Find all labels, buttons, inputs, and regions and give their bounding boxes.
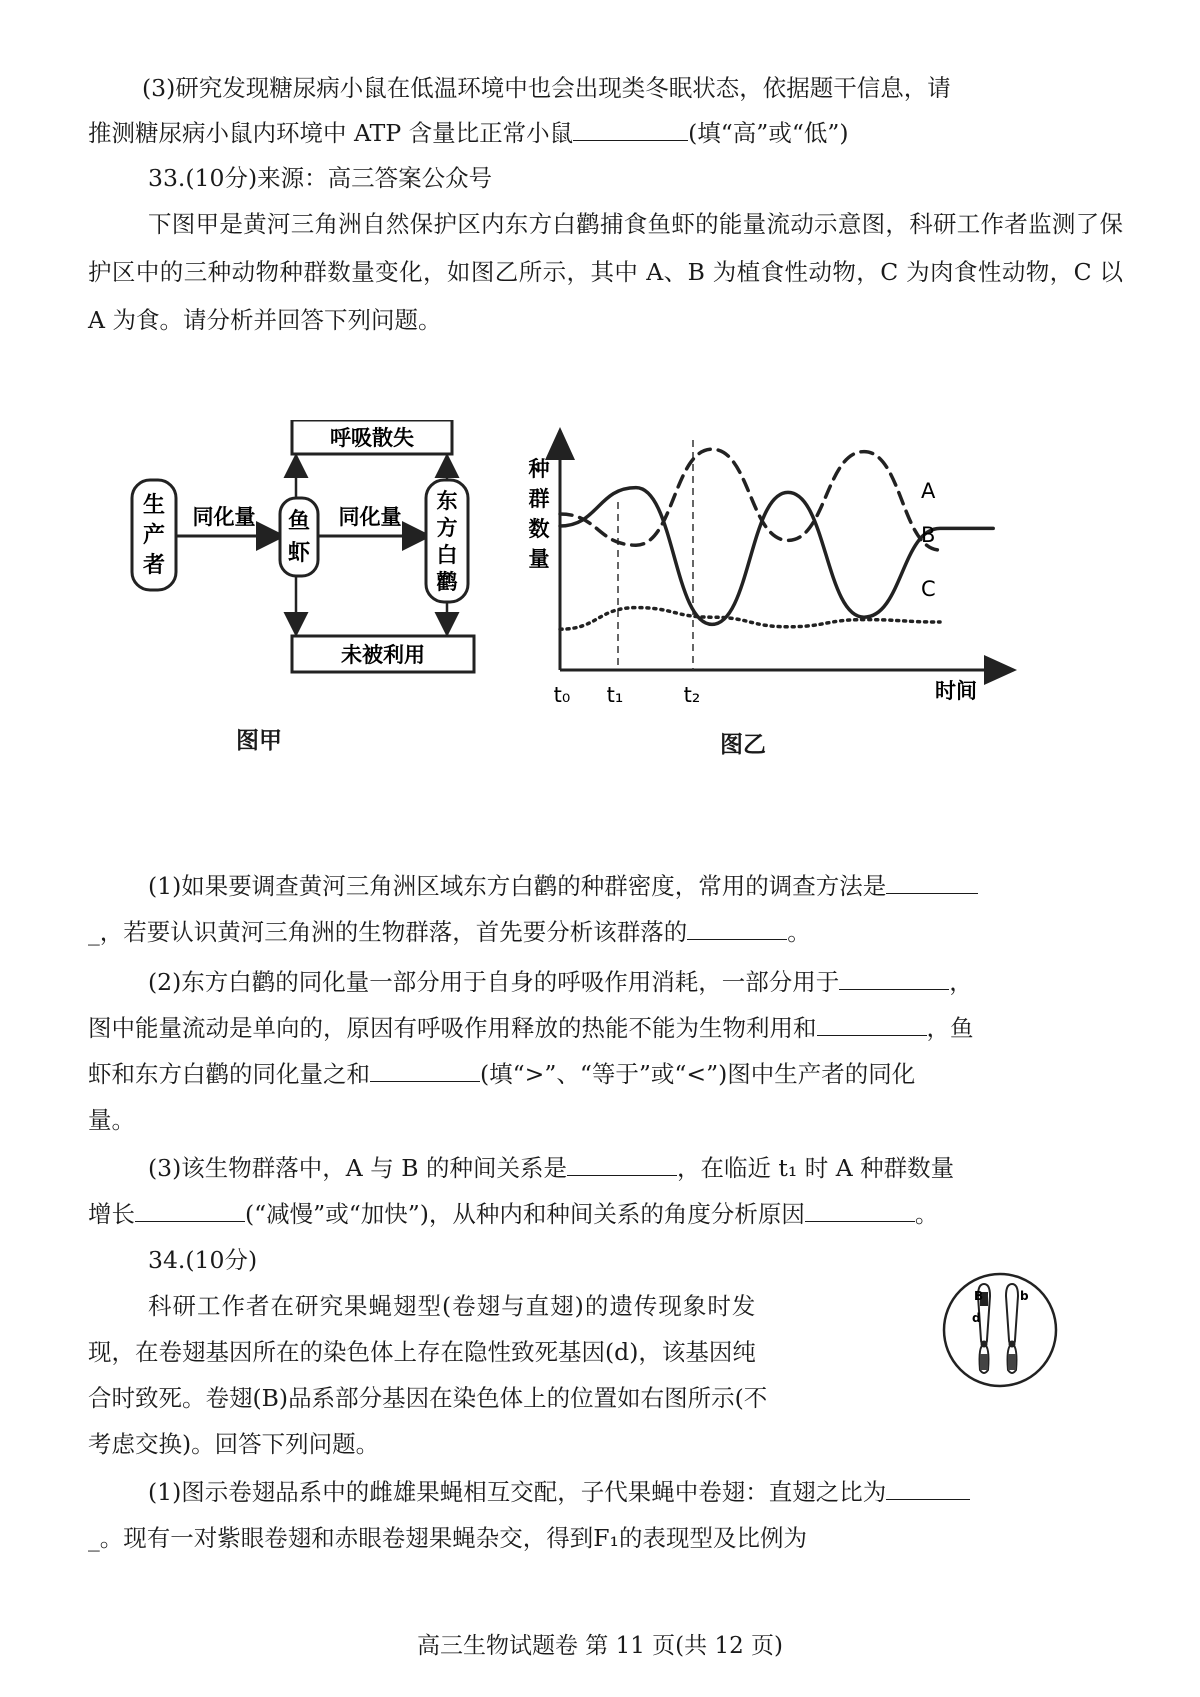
series-label-c: C [921, 577, 936, 601]
page-footer: 高三生物试题卷 第 11 页(共 12 页) [416, 1633, 784, 1659]
gene-label-b-lower: b [1020, 1289, 1029, 1303]
stork-label-4: 鹳 [436, 570, 458, 594]
series-label-a: A [921, 479, 936, 503]
answer-blank[interactable] [370, 1059, 480, 1082]
q33-p2-line4: 量。 [88, 1106, 135, 1134]
figure-yi-caption: 图乙 [720, 732, 766, 758]
answer-blank[interactable] [817, 1013, 927, 1036]
fish-label-2: 虾 [287, 541, 311, 566]
producer-label-1: 生 [142, 493, 166, 518]
left-lower-band [980, 1354, 988, 1370]
q34-intro-line2: 现，在卷翅基因所在的染色体上存在隐性致死基因(d)，该基因纯 [88, 1338, 756, 1366]
answer-blank[interactable] [886, 871, 978, 894]
q33-p1-line2: _，若要认识黄河三角洲的生物群落，首先要分析该群落的 。 [88, 918, 811, 946]
x-axis-label: 时间 [935, 679, 977, 703]
chromosome-figure [940, 1270, 1060, 1390]
assimilation-label-2: 同化量 [338, 505, 402, 529]
q33-p1-line1: (1)如果要调查黄河三角洲区域东方白鹳的种群密度，常用的调查方法是 [148, 868, 978, 904]
q33-header: 33.(10分)来源：高三答案公众号 [148, 164, 493, 192]
answer-blank[interactable] [839, 967, 949, 990]
q34-intro-line3: 合时致死。卷翅(B)品系部分基因在染色体上的位置如右图所示(不 [88, 1384, 768, 1412]
respiration-label: 呼吸散失 [330, 426, 414, 450]
answer-blank[interactable] [573, 118, 688, 141]
left-centromere [981, 1341, 988, 1348]
q33-intro: 下图甲是黄河三角洲自然保护区内东方白鹳捕食鱼虾的能量流动示意图，科研工作者监测了保护区中的三种动物种群数量变化，如图乙所示，其中 A、B 为植食性动物，C 为肉食性动物，C 以 A 为食。请分析并回答下列问题。 [88, 210, 1123, 334]
tick-t0: t₀ [553, 683, 571, 707]
answer-blank[interactable] [567, 1153, 677, 1176]
assimilation-label-1: 同化量 [192, 505, 256, 529]
gene-label-b-upper: B [974, 1289, 984, 1303]
series-label-b: B [921, 523, 936, 547]
answer-blank[interactable] [886, 1477, 970, 1500]
q33-p2-line3: 虾和东方白鹳的同化量之和 (填“>”、“等于”或“<”)图中生产者的同化 [88, 1060, 916, 1088]
q33-p3-line2: 增长 (“减慢”或“加快”)，从种内和种间关系的角度分析原因 。 [88, 1200, 939, 1228]
series-line-c [560, 608, 940, 630]
figure-yi-population-chart [520, 420, 1020, 720]
unused-label: 未被利用 [341, 643, 425, 667]
y-label-2: 群 [528, 487, 550, 511]
fish-label-1: 鱼 [287, 509, 311, 534]
series-line-b [560, 449, 940, 550]
y-label-1: 种 [528, 457, 550, 481]
producer-label-3: 者 [142, 553, 166, 578]
q33-p2-line2: 图中能量流动是单向的，原因有呼吸作用释放的热能不能为生物利用和 ，鱼 [88, 1014, 974, 1042]
figure-jia-energy-flow [120, 420, 500, 750]
q34-p1-line1: (1)图示卷翅品系中的雌雄果蝇相互交配，子代果蝇中卷翅：直翅之比为 [148, 1474, 970, 1510]
tick-t2: t₂ [683, 683, 701, 707]
q32-part3-line2: 推测糖尿病小鼠内环境中 ATP 含量比正常小鼠 (填“高”或“低”) [88, 119, 849, 147]
q34-intro-line1: 科研工作者在研究果蝇翅型(卷翅与直翅)的遗传现象时发 [148, 1292, 757, 1320]
answer-blank[interactable] [687, 917, 787, 940]
stork-label-1: 东 [436, 489, 458, 513]
q34-header: 34.(10分) [148, 1246, 258, 1274]
stork-label-3: 白 [436, 543, 458, 567]
figure-jia-caption: 图甲 [236, 728, 282, 754]
answer-blank[interactable] [135, 1199, 245, 1222]
y-label-4: 量 [528, 547, 550, 571]
stork-label-2: 方 [436, 516, 458, 540]
q34-p1-line2: _。现有一对紫眼卷翅和赤眼卷翅果蝇杂交，得到F₁的表现型及比例为 [88, 1524, 807, 1552]
series-line-a [560, 488, 993, 625]
q33-p2-line1: (2)东方白鹳的同化量一部分用于自身的呼吸作用消耗，一部分用于 ， [148, 968, 973, 996]
cell-outline [944, 1274, 1056, 1386]
q32-part3-line1: (3)研究发现糖尿病小鼠在低温环境中也会出现类冬眠状态，依据题干信息，请 [142, 74, 951, 102]
right-centromere [1009, 1341, 1016, 1348]
y-label-3: 数 [528, 517, 550, 541]
q34-intro-line4: 考虑交换)。回答下列问题。 [88, 1430, 380, 1458]
producer-label-2: 产 [142, 523, 166, 548]
q33-p3-line1: (3)该生物群落中，A 与 B 的种间关系是 ，在临近 t₁ 时 A 种群数量 [148, 1154, 955, 1182]
answer-blank[interactable] [805, 1199, 915, 1222]
right-lower-band [1008, 1354, 1016, 1370]
gene-label-d: d [972, 1311, 981, 1325]
tick-t1: t₁ [606, 683, 624, 707]
